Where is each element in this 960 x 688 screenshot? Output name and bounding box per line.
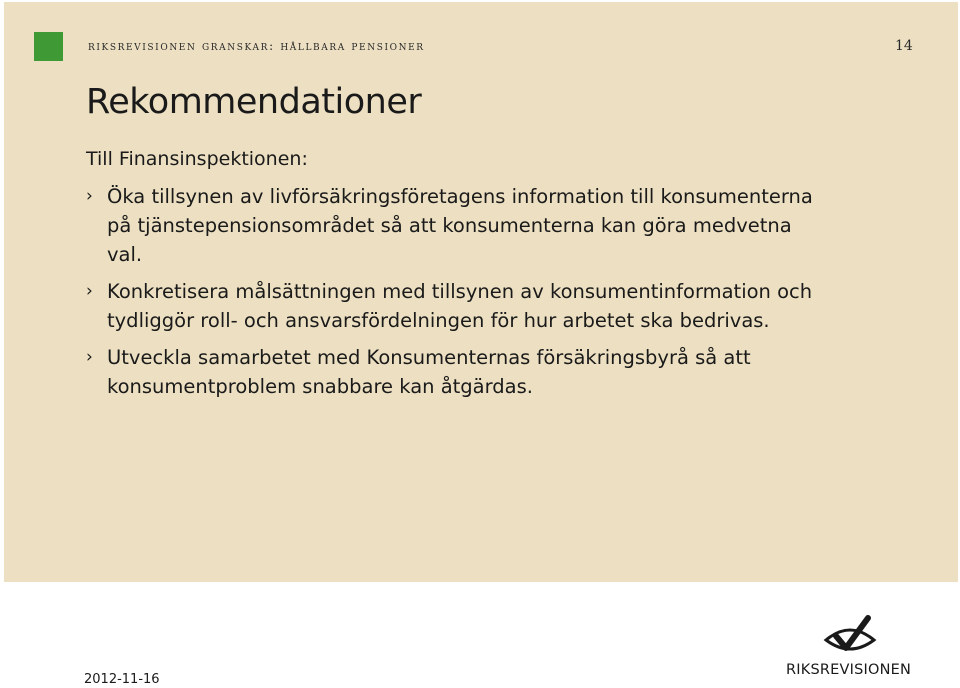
riksrevisionen-logo [786, 614, 916, 684]
bullet-line: val. [107, 243, 143, 266]
bullet-line: tydliggör roll- och ansvarsfördelningen för hur arbetet ska bedrivas. [107, 309, 770, 332]
page-number: 14 [895, 38, 913, 54]
bullet-list [86, 182, 916, 409]
bullet-line: Öka tillsynen av livförsäkringsföretagens information till konsumenterna [107, 185, 813, 208]
running-header: riksrevisionen granskar: hållbara pensioner [88, 38, 425, 53]
bullet-item [86, 182, 916, 269]
bullet-marker-icon: › [86, 281, 93, 301]
logo-text: RIKSREVISIONEN [786, 662, 912, 678]
bullet-line: på tjänstepensionsområdet så att konsumenterna kan göra medvetna [107, 214, 792, 237]
bullet-item [86, 343, 916, 401]
bullet-line: Utveckla samarbetet med Konsumenternas försäkringsbyrå så att [107, 346, 751, 369]
subtitle: Till Finansinspektionen: [86, 148, 308, 170]
footer-date: 2012-11-16 [84, 672, 160, 687]
bullet-marker-icon: › [86, 186, 93, 206]
green-square-icon [34, 32, 63, 61]
eye-checkmark-icon [822, 614, 878, 660]
page-title: Rekommendationer [86, 82, 422, 122]
bullet-line: Konkretisera målsättningen med tillsynen av konsumentinformation och [107, 280, 813, 303]
bullet-line: konsumentproblem snabbare kan åtgärdas. [107, 375, 533, 398]
bullet-marker-icon: › [86, 347, 93, 367]
slide-panel [4, 2, 958, 582]
bullet-item [86, 277, 916, 335]
